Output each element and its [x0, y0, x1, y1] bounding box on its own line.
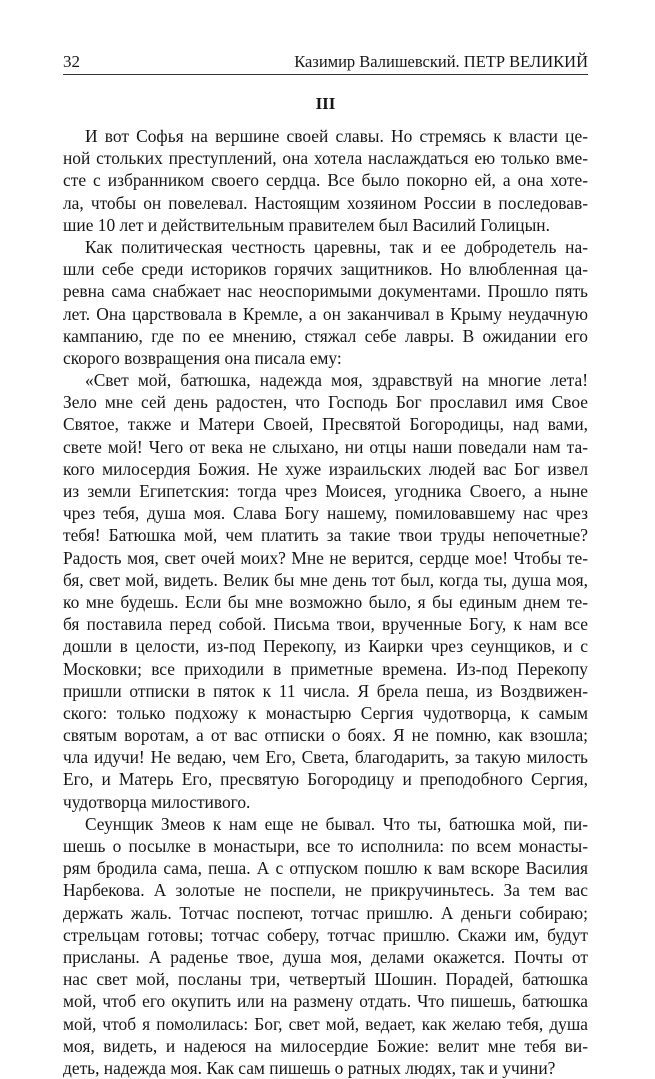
- text-line: чудотворца милостивого.: [63, 791, 251, 812]
- page-number: 32: [63, 52, 80, 71]
- text-line: дошли в целости, из-под Перекопу, из Каирки чрез сеунщиков, и с: [63, 636, 588, 657]
- text-line: шие 10 лет и действительным правителем был Василий Голицын.: [63, 214, 550, 235]
- text-line: мой, чтоб я помолилась: Бог, свет мой, ведает, как желаю тебя, душа: [63, 1013, 588, 1034]
- running-header: [63, 52, 588, 75]
- text-line: Сеунщик Змеов к нам еще не бывал. Что ты, батюшка мой, пи-: [85, 813, 588, 834]
- text-line: ревна сама снабжает нас неоспоримыми документами. Прошло пять: [63, 281, 588, 302]
- text-line: Нарбекова. А золотые не поспели, не прикручиньтесь. За тем вас: [63, 880, 588, 901]
- body-text: [63, 125, 588, 1079]
- text-line: Как политическая честность царевны, так и ее добродетель на-: [85, 236, 588, 257]
- text-line: свете мой! Чего от века не слыхано, ни отцы наши поведали нам та-: [63, 436, 588, 457]
- text-line: нас свет мой, посланы три, четвертый Шошин. Порадей, батюшка: [63, 969, 588, 990]
- text-line: «Свет мой, батюшка, надежда моя, здравствуй на многие лета!: [85, 370, 588, 391]
- text-line: ского: только подхожу к монастырю Сергия чудотворца, к самым: [63, 702, 588, 723]
- text-line: ной стольких преступлений, она хотела наслаждаться ею только вме-: [63, 148, 588, 169]
- text-line: бя, свет мой, видеть. Велик бы мне день тот был, когда ты, душа моя,: [63, 569, 588, 590]
- text-line: деть, надежда моя. Как сам пишешь о ратных людях, так и учини?: [63, 1057, 556, 1078]
- chapter-heading: III: [315, 94, 336, 113]
- text-line: Радость моя, свет очей моих? Мне не верится, сердце мое! Чтобы те-: [63, 547, 588, 568]
- text-line: Святое, также и Матери Своей, Пресвятой Богородицы, над вами,: [63, 414, 588, 435]
- text-line: шли себе среди историков горячих защитников. Но влюбленная ца-: [63, 259, 588, 280]
- running-title: Казимир Валишевский. ПЕТР ВЕЛИКИЙ: [294, 52, 588, 71]
- text-line: рям бродила сама, пеша. А с отпуском пошлю к вам вскоре Василия: [63, 858, 588, 879]
- text-line: тебя! Батюшка мой, чем платить за такие твои труды непочетные?: [63, 525, 588, 546]
- text-line: сте с избранником своего сердца. Все было покорно ей, а она хоте-: [63, 170, 588, 191]
- text-line: кого милосердия Божия. Не хуже израильских людей вас Бог извел: [63, 458, 588, 479]
- text-line: И вот Софья на вершине своей славы. Но стремясь к власти це-: [85, 126, 588, 146]
- text-line: шешь о посылке в монастыри, все то исполнила: по всем монасты-: [63, 836, 588, 856]
- text-line: лет. Она царствовала в Кремле, а он заканчивал в Крыму неудачную: [63, 303, 588, 324]
- text-line: святым воротам, а от вас отписки о боях. Я не помню, как взошла;: [63, 725, 588, 746]
- text-line: ко мне будешь. Если бы мне возможно было, я бы единым днем те-: [63, 591, 588, 612]
- text-line: стрельцам готовы; тотчас соберу, тотчас пришлю. Скажи им, будут: [63, 924, 588, 945]
- text-line: мой, чтоб его окупить или на размену отдать. Что пишешь, батюшка: [63, 991, 588, 1012]
- text-line: чрез тебя, душа моя. Слава Богу нашему, помиловавшему нас чрез: [63, 503, 588, 524]
- text-line: Его, и Матерь Его, пресвятую Богородицу и преподобного Сергия,: [63, 769, 588, 790]
- text-line: кампанию, где по ее мнению, стяжал себе лавры. В ожидании его: [63, 325, 588, 346]
- text-line: Зело мне сей день радостен, что Господь Бог прославил имя Свое: [63, 392, 588, 413]
- book-page: [63, 52, 588, 1079]
- text-line: пришли отписки в пяток к 11 числа. Я брела пеша, из Воздвижен-: [63, 680, 588, 701]
- text-line: моя, видеть, и надеюся на милосердие Божие: велит мне тебя ви-: [63, 1035, 588, 1056]
- text-line: ла, чтобы он повелевал. Настоящим хозяином России в последовав-: [63, 192, 588, 213]
- text-line: скорого возвращения она писала ему:: [63, 347, 342, 368]
- text-line: чла идучи! Не ведаю, чем Его, Света, благодарить, за такую милость: [63, 747, 588, 768]
- text-line: держать жаль. Тотчас поспеют, тотчас пришлю. А деньги собираю;: [63, 902, 588, 923]
- text-line: из земли Египетския: тогда чрез Моисея, угодника Своего, а ныне: [63, 481, 588, 501]
- text-line: Московки; все приходили в приметные времена. Из-под Перекопу: [63, 658, 588, 679]
- text-line: присланы. А раденье твое, душа моя, делами окажется. Почты от: [63, 946, 588, 967]
- text-line: бя поставила перед собой. Письма твои, врученные Богу, к нам все: [63, 614, 588, 635]
